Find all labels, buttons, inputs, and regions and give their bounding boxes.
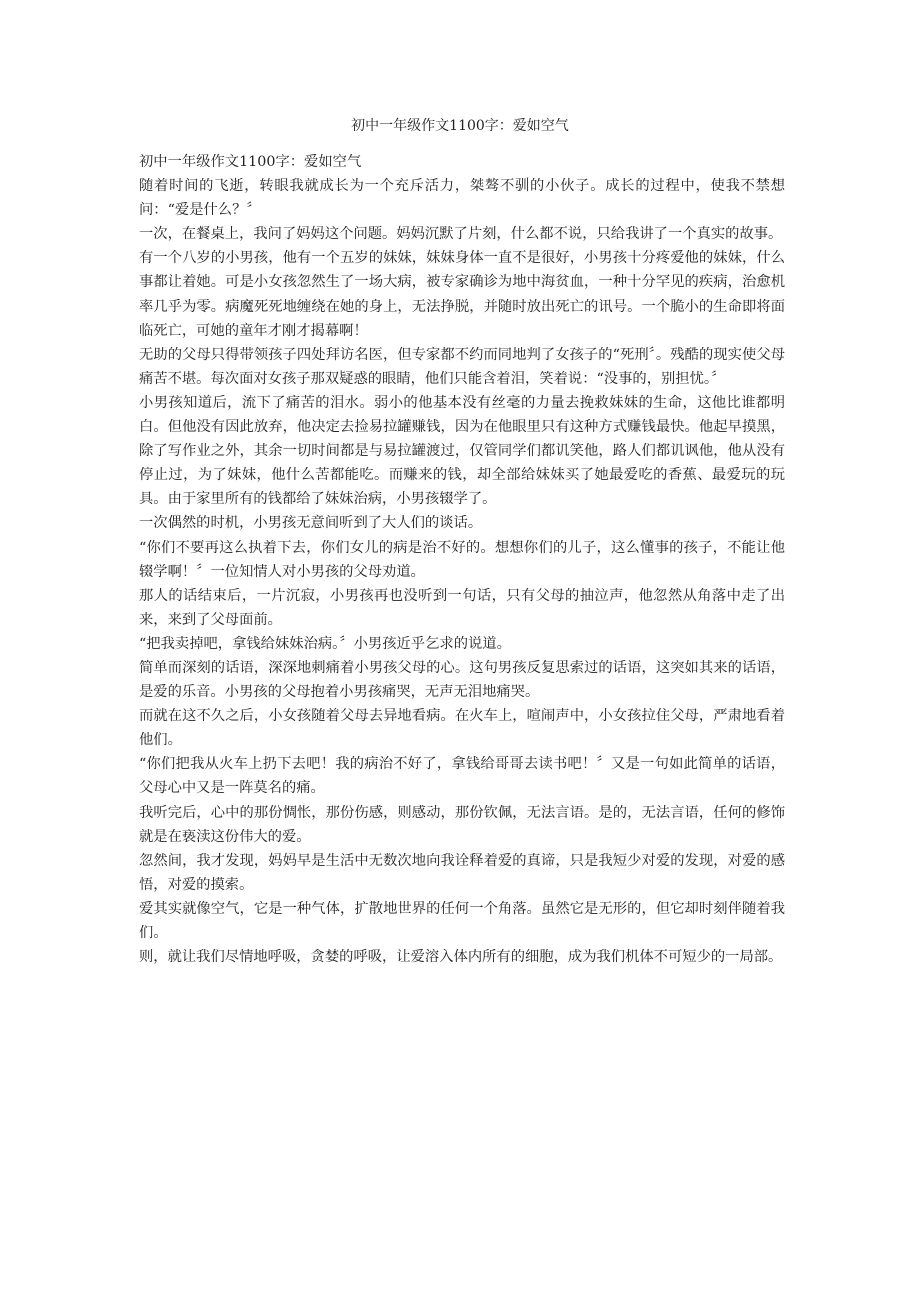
- paragraph: 我听完后，心中的那份惆怅，那份伤感，则感动，那份钦佩，无法言语。是的，无法言语，任何的修饰就是在亵渎这份伟大的爱。: [139, 804, 785, 845]
- document-body: [139, 150, 785, 969]
- paragraph: 一次偶然的时机，小男孩无意间听到了大人们的谈话。: [139, 515, 483, 532]
- paragraph: 小男孩知道后，流下了痛苦的泪水。弱小的他基本没有丝毫的力量去挽救妹妹的生命，这他比谁都明白。但他没有因此放弃，他决定去捡易拉罐赚钱，因为在他眼里只有这种方式赚钱最快。他起早摸黑，除了写作业之外，其余一切时间都是与易拉罐渡过，仅管同学们都讥笑他，路人们都讥讽他，他从没有停止过，为了妹妹，他什么苦都能吃。而赚来的钱，却全部给妹妹买了她最爱吃的香蕉、最爱玩的玩具。由于家里所有的钱都给了妹妹治病，小男孩辍学了。: [139, 394, 785, 508]
- paragraph: 那人的话结束后，一片沉寂，小男孩再也没听到一句话，只有父母的抽泣声，他忽然从角落中走了出来，来到了父母面前。: [139, 587, 785, 628]
- paragraph: 爱其实就像空气，它是一种气体，扩散地世界的任何一个角落。虽然它是无形的，但它却时刻伴随着我们。: [139, 900, 785, 941]
- paragraph: “你们不要再这么执着下去，你们女儿的病是治不好的。想想你们的儿子，这么懂事的孩子，不能让他辍学啊！〞一位知情人对小男孩的父母劝道。: [139, 539, 785, 580]
- paragraph: “你们把我从火车上扔下去吧！我的病治不好了，拿钱给哥哥去读书吧！〞又是一句如此简单的话语，父母心中又是一阵莫名的痛。: [139, 756, 785, 797]
- paragraph: 一次，在餐桌上，我问了妈妈这个问题。妈妈沉默了片刻，什么都不说，只给我讲了一个真实的故事。: [139, 226, 783, 243]
- paragraph: 初中一年级作文1100字：爱如空气: [139, 154, 362, 170]
- paragraph: 则，就让我们尽情地呼吸，贪婪的呼吸，让爱溶入体内所有的细胞，成为我们机体不可短少的一局部。: [139, 949, 783, 966]
- paragraph: 简单而深刻的话语，深深地刺痛着小男孩父母的心。这句男孩反复思索过的话语，这突如其来的话语，是爱的乐音。小男孩的父母抱着小男孩痛哭，无声无泪地痛哭。: [139, 659, 785, 701]
- document-title: 初中一年级作文1100字：爱如空气: [351, 118, 569, 134]
- paragraph: 忽然间，我才发现，妈妈早是生活中无数次地向我诠释着爱的真谛，只是我短少对爱的发现，对爱的感悟，对爱的摸索。: [139, 852, 785, 893]
- paragraph: 有一个八岁的小男孩，他有一个五岁的妹妹，妹妹身体一直不是很好，小男孩十分疼爱他的妹妹，什么事都让着她。可是小女孩忽然生了一场大病，被专家确诊为地中海贫血，一种十分罕见的疾病，治愈机率几乎为零。病魔死死地缠绕在她的身上，无法挣脱，并随时放出死亡的讯号。一个脆小的生命即将面临死亡，可她的童年才刚才揭幕啊！: [139, 250, 785, 339]
- paragraph: 随着时间的飞逝，转眼我就成长为一个充斥活力，桀骜不驯的小伙子。成长的过程中，使我不禁想问：“爱是什么？〞: [139, 178, 785, 219]
- paragraph: 无助的父母只得带领孩子四处拜访名医，但专家都不约而同地判了女孩子的“死刑〞。残酷的现实使父母痛苦不堪。每次面对女孩子那双疑惑的眼睛，他们只能含着泪，笑着说：“没事的，别担忧。〞: [139, 346, 785, 387]
- paragraph: “把我卖掉吧，拿钱给妹妹治病。〞小男孩近乎乞求的说道。: [139, 635, 511, 652]
- paragraph: 而就在这不久之后，小女孩随着父母去异地看病。在火车上，喧闹声中，小女孩拉住父母，严肃地看着他们。: [139, 708, 785, 749]
